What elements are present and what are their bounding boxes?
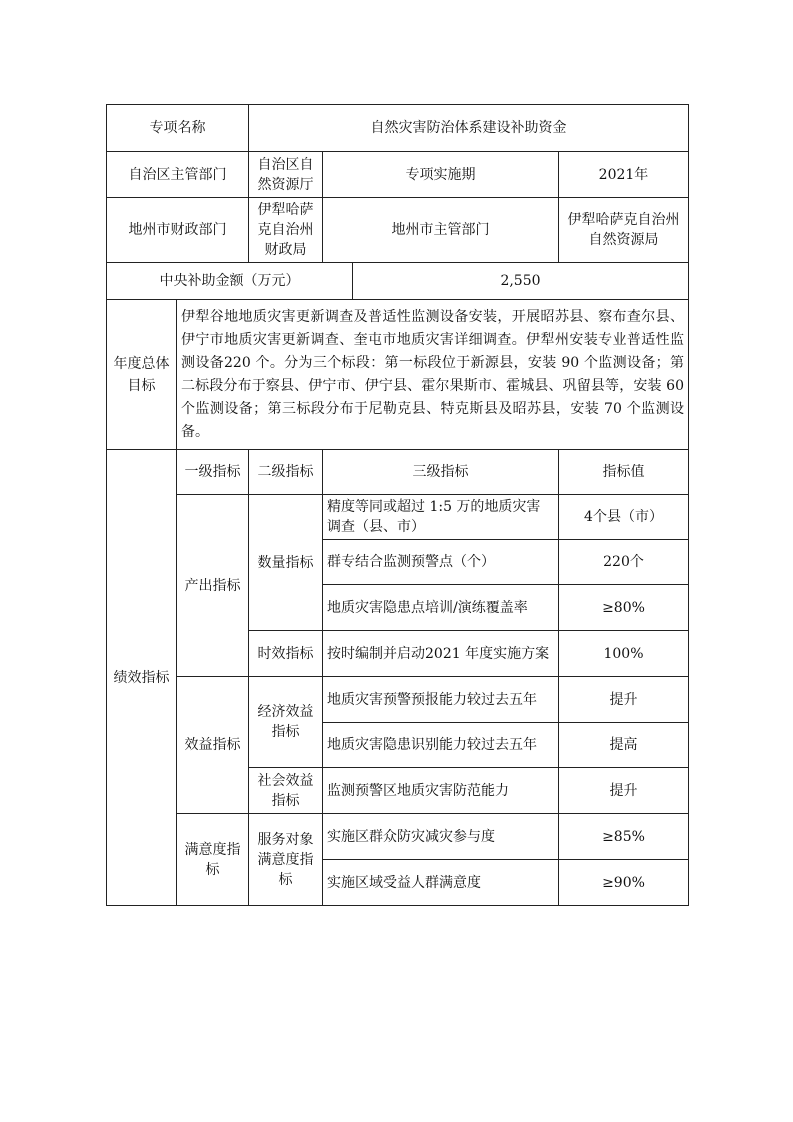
value-cell: 提升 bbox=[559, 768, 689, 814]
row-region-dept bbox=[107, 152, 689, 198]
central-subsidy-value: 2,550 bbox=[353, 263, 689, 300]
prefecture-finance-value: 伊犁哈萨克自治州财政局 bbox=[249, 198, 323, 263]
col-header-level1: 一级指标 bbox=[177, 450, 249, 495]
value-cell: 100% bbox=[559, 631, 689, 677]
group-output: 产出指标 bbox=[177, 495, 249, 677]
value-cell: 提高 bbox=[559, 723, 689, 768]
value-cell: ≥90% bbox=[559, 860, 689, 906]
col-header-level3: 三级指标 bbox=[323, 450, 559, 495]
performance-target-form bbox=[106, 104, 688, 894]
value-cell: 提升 bbox=[559, 677, 689, 723]
row-annual-goal bbox=[107, 300, 689, 450]
indicator-cell: 实施区群众防灾减灾参与度 bbox=[323, 814, 559, 860]
indicator-cell: 监测预警区地质灾害防范能力 bbox=[323, 768, 559, 814]
region-dept-label: 自治区主管部门 bbox=[107, 152, 249, 198]
row-prefecture bbox=[107, 198, 689, 263]
col-header-value: 指标值 bbox=[559, 450, 689, 495]
indicator-cell: 按时编制并启动2021 年度实施方案 bbox=[323, 631, 559, 677]
value-cell: 220个 bbox=[559, 540, 689, 585]
performance-label: 绩效指标 bbox=[107, 450, 177, 906]
indicator-cell: 地质灾害隐患点培训/演练覆盖率 bbox=[323, 585, 559, 631]
table-row bbox=[107, 677, 689, 723]
row-central-subsidy bbox=[107, 263, 689, 300]
central-subsidy-label: 中央补助金额（万元） bbox=[107, 263, 353, 300]
annual-goal-text: 伊犁谷地地质灾害更新调查及普适性监测设备安装，开展昭苏县、察布查尔县、伊宁市地质灾害更新调查、奎屯市地质灾害详细调查。伊犁州安装专业普适性监测设备220 个。分为三个标段：第一标段位于新源县，安装 90 个监测设备；第二标段分布于察县、伊宁市、伊宁县、霍尔果斯市、霍城县、巩留县等，安装 60 个监测设备；第三标段分布于尼勒克县、特克斯县及昭苏县，安装 70 个监测设备。 bbox=[177, 300, 689, 450]
annual-goal-label: 年度总体目标 bbox=[107, 300, 177, 450]
prefecture-dept-label: 地州市主管部门 bbox=[323, 198, 559, 263]
indicator-cell: 群专结合监测预警点（个） bbox=[323, 540, 559, 585]
indicator-cell: 地质灾害隐患识别能力较过去五年 bbox=[323, 723, 559, 768]
indicator-cell: 地质灾害预警预报能力较过去五年 bbox=[323, 677, 559, 723]
group-benefit: 效益指标 bbox=[177, 677, 249, 814]
table-row bbox=[107, 814, 689, 860]
prefecture-dept-value: 伊犁哈萨克自治州自然资源局 bbox=[559, 198, 689, 263]
value-cell: ≥85% bbox=[559, 814, 689, 860]
project-name-label: 专项名称 bbox=[107, 105, 249, 152]
group-economic: 经济效益指标 bbox=[249, 677, 323, 768]
prefecture-finance-label: 地州市财政部门 bbox=[107, 198, 249, 263]
value-cell: ≥80% bbox=[559, 585, 689, 631]
table-row bbox=[107, 495, 689, 540]
value-cell: 4个县（市） bbox=[559, 495, 689, 540]
row-performance-header bbox=[107, 450, 689, 495]
form-table bbox=[106, 104, 689, 906]
period-value: 2021年 bbox=[559, 152, 689, 198]
group-quantity: 数量指标 bbox=[249, 495, 323, 631]
indicator-cell: 精度等同或超过 1:5 万的地质灾害调查（县、市） bbox=[323, 495, 559, 540]
group-social: 社会效益指标 bbox=[249, 768, 323, 814]
region-dept-value: 自治区自然资源厅 bbox=[249, 152, 323, 198]
group-satisfaction: 满意度指标 bbox=[177, 814, 249, 906]
period-label: 专项实施期 bbox=[323, 152, 559, 198]
row-project-name bbox=[107, 105, 689, 152]
group-timeliness: 时效指标 bbox=[249, 631, 323, 677]
col-header-level2: 二级指标 bbox=[249, 450, 323, 495]
indicator-cell: 实施区域受益人群满意度 bbox=[323, 860, 559, 906]
project-name-value: 自然灾害防治体系建设补助资金 bbox=[249, 105, 689, 152]
group-service: 服务对象满意度指标 bbox=[249, 814, 323, 906]
